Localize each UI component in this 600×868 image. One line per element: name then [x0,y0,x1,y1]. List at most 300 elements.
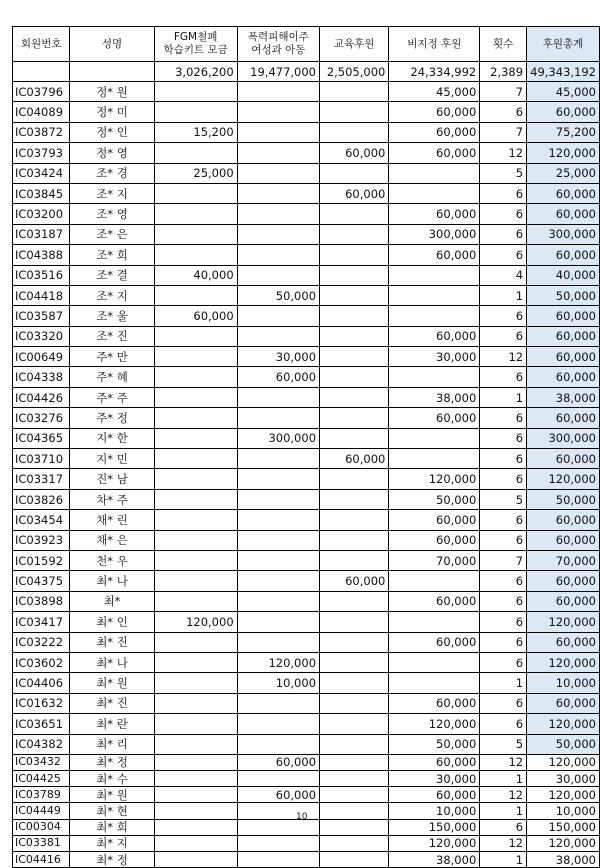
row-count: 6 [480,326,527,346]
row-member-id: IC04449 [13,803,70,819]
row-total: 120,000 [527,835,600,851]
row-education [320,550,389,570]
row-violence [237,835,319,851]
row-count: 6 [480,510,527,530]
donation-table [12,26,600,868]
table-row [13,591,600,611]
row-general: 30,000 [389,771,480,787]
header-fgm: FGM철폐 학습키트 모금 [154,27,237,62]
row-education [320,591,389,611]
row-general: 38,000 [389,852,480,868]
row-education [320,632,389,652]
row-education [320,803,389,819]
row-violence [237,163,319,183]
row-general [389,265,480,285]
table-row [13,510,600,530]
row-education [320,510,389,530]
row-member-id: IC03200 [13,204,70,224]
row-fgm: 60,000 [154,306,237,326]
row-member-id: IC03424 [13,163,70,183]
row-total: 40,000 [527,265,600,285]
row-violence [237,510,319,530]
table-row [13,489,600,509]
row-member-id: IC04388 [13,245,70,265]
row-fgm [154,143,237,163]
row-violence: 60,000 [237,367,319,387]
row-general: 60,000 [389,122,480,142]
row-member-id: IC03796 [13,82,70,102]
row-general: 60,000 [389,530,480,550]
row-education [320,82,389,102]
row-count: 6 [480,819,527,835]
table-row [13,734,600,754]
page-number: 10 [296,812,308,822]
row-total: 300,000 [527,224,600,244]
row-education [320,387,389,407]
row-name: 최* 란 [70,714,154,734]
row-education [320,754,389,770]
row-total: 70,000 [527,550,600,570]
row-general [389,673,480,693]
row-total: 60,000 [527,632,600,652]
row-name: 천* 우 [70,550,154,570]
row-general [389,449,480,469]
row-general: 60,000 [389,510,480,530]
row-education [320,734,389,754]
row-name: 최* 원 [70,673,154,693]
table-row [13,143,600,163]
row-count: 12 [480,143,527,163]
row-name: 주* 혜 [70,367,154,387]
row-member-id: IC04338 [13,367,70,387]
row-general [389,652,480,672]
header-count: 횟수 [480,27,527,62]
row-fgm [154,734,237,754]
table-row [13,102,600,122]
row-general [389,367,480,387]
row-fgm [154,530,237,550]
table-row [13,204,600,224]
row-education [320,787,389,803]
row-violence [237,326,319,346]
row-total: 60,000 [527,326,600,346]
row-education [320,469,389,489]
table-row [13,224,600,244]
row-education [320,163,389,183]
row-general [389,306,480,326]
row-fgm [154,787,237,803]
row-count: 6 [480,714,527,734]
row-member-id: IC03317 [13,469,70,489]
row-fgm: 40,000 [154,265,237,285]
header-education: 교육후원 [320,27,389,62]
row-education [320,771,389,787]
row-total: 60,000 [527,530,600,550]
row-violence [237,693,319,713]
row-member-id: IC03826 [13,489,70,509]
row-violence [237,591,319,611]
row-total: 120,000 [527,754,600,770]
row-education [320,265,389,285]
row-education: 60,000 [320,571,389,591]
table-row [13,449,600,469]
row-member-id: IC03898 [13,591,70,611]
row-name: 주* 만 [70,347,154,367]
table-row [13,852,600,868]
table-row [13,367,600,387]
row-violence [237,632,319,652]
row-total: 120,000 [527,714,600,734]
row-name: 최* 원 [70,787,154,803]
row-general: 60,000 [389,326,480,346]
row-fgm [154,367,237,387]
row-name: 최* 나 [70,571,154,591]
row-fgm [154,835,237,851]
row-member-id: IC03651 [13,714,70,734]
row-total: 120,000 [527,652,600,672]
row-name: 최* 희 [70,819,154,835]
row-education: 60,000 [320,449,389,469]
row-member-id: IC03789 [13,787,70,803]
row-fgm [154,285,237,305]
row-name: 정* 인 [70,122,154,142]
header-violence: 폭력피해이주 여성과 아동 [237,27,319,62]
row-fgm [154,469,237,489]
row-education [320,102,389,122]
row-member-id: IC04426 [13,387,70,407]
row-general: 60,000 [389,245,480,265]
row-member-id: IC03587 [13,306,70,326]
row-fgm [154,183,237,203]
row-count: 1 [480,803,527,819]
row-fgm: 120,000 [154,612,237,632]
row-count: 7 [480,122,527,142]
row-violence: 10,000 [237,673,319,693]
row-education [320,306,389,326]
row-member-id: IC03923 [13,530,70,550]
row-fgm [154,224,237,244]
sum-row [13,62,600,82]
row-violence [237,771,319,787]
row-member-id: IC03872 [13,122,70,142]
row-education [320,714,389,734]
row-name: 조* 경 [70,163,154,183]
row-education [320,224,389,244]
row-name: 정* 원 [70,82,154,102]
row-violence [237,714,319,734]
row-fgm [154,693,237,713]
table-row [13,285,600,305]
row-total: 10,000 [527,673,600,693]
row-member-id: IC03516 [13,265,70,285]
row-fgm [154,510,237,530]
row-fgm [154,771,237,787]
row-violence [237,82,319,102]
row-total: 60,000 [527,347,600,367]
table-row [13,428,600,448]
row-education [320,326,389,346]
row-violence [237,183,319,203]
row-member-id: IC04425 [13,771,70,787]
row-total: 60,000 [527,204,600,224]
table-row [13,163,600,183]
row-fgm: 25,000 [154,163,237,183]
row-count: 6 [480,224,527,244]
row-fgm [154,408,237,428]
row-count: 12 [480,347,527,367]
row-general [389,285,480,305]
row-total: 10,000 [527,803,600,819]
row-name: 조* 결 [70,265,154,285]
row-total: 120,000 [527,612,600,632]
row-count: 1 [480,387,527,407]
row-count: 6 [480,306,527,326]
row-violence: 300,000 [237,428,319,448]
row-total: 60,000 [527,510,600,530]
row-name: 조* 은 [70,224,154,244]
row-total: 75,200 [527,122,600,142]
table-row [13,693,600,713]
row-name: 조* 진 [70,326,154,346]
row-violence [237,571,319,591]
row-general: 120,000 [389,835,480,851]
row-fgm [154,489,237,509]
row-fgm [154,754,237,770]
row-count: 12 [480,754,527,770]
row-violence [237,143,319,163]
table-row [13,632,600,652]
row-total: 30,000 [527,771,600,787]
row-member-id: IC01632 [13,693,70,713]
row-name: 채* 린 [70,510,154,530]
row-fgm [154,591,237,611]
table-row [13,387,600,407]
header-row [13,27,600,62]
row-total: 60,000 [527,245,600,265]
row-name: 최* [70,591,154,611]
row-name: 조* 지 [70,285,154,305]
row-count: 7 [480,82,527,102]
row-general: 10,000 [389,803,480,819]
row-count: 6 [480,102,527,122]
row-fgm [154,632,237,652]
row-education [320,122,389,142]
row-education: 60,000 [320,183,389,203]
row-total: 120,000 [527,143,600,163]
row-name: 최* 정 [70,852,154,868]
row-name: 최* 현 [70,803,154,819]
row-fgm [154,387,237,407]
row-member-id: IC03381 [13,835,70,851]
table-row [13,265,600,285]
table-row [13,306,600,326]
row-general [389,183,480,203]
row-total: 25,000 [527,163,600,183]
row-fgm [154,82,237,102]
table-row [13,714,600,734]
table-row [13,530,600,550]
row-member-id: IC04382 [13,734,70,754]
row-violence [237,306,319,326]
sum-count: 2,389 [480,62,527,82]
row-total: 50,000 [527,489,600,509]
row-name: 최* 정 [70,754,154,770]
row-member-id: IC03222 [13,632,70,652]
row-education [320,852,389,868]
row-violence [237,122,319,142]
row-education [320,530,389,550]
row-total: 120,000 [527,787,600,803]
row-name: 차* 주 [70,489,154,509]
row-name: 주* 주 [70,387,154,407]
row-name: 조* 영 [70,204,154,224]
row-violence [237,550,319,570]
table-row [13,771,600,787]
row-violence [237,245,319,265]
row-count: 6 [480,408,527,428]
row-member-id: IC03710 [13,449,70,469]
row-total: 60,000 [527,408,600,428]
row-count: 6 [480,591,527,611]
row-fgm [154,347,237,367]
row-general: 60,000 [389,143,480,163]
row-name: 조* 지 [70,183,154,203]
table-row [13,787,600,803]
row-education [320,204,389,224]
row-name: 최* 나 [70,652,154,672]
row-member-id: IC03454 [13,510,70,530]
sum-education: 2,505,000 [320,62,389,82]
row-fgm [154,673,237,693]
table-row [13,183,600,203]
row-member-id: IC03432 [13,754,70,770]
header-member-id: 회원번호 [13,27,70,62]
row-violence [237,530,319,550]
row-name: 최* 리 [70,734,154,754]
row-count: 1 [480,852,527,868]
table-body [13,82,600,868]
row-general: 300,000 [389,224,480,244]
row-general: 60,000 [389,408,480,428]
row-name: 주* 정 [70,408,154,428]
row-education [320,693,389,713]
row-general: 50,000 [389,734,480,754]
row-general: 120,000 [389,469,480,489]
row-general: 60,000 [389,787,480,803]
header-total: 후원총계 [527,27,600,62]
row-member-id: IC03793 [13,143,70,163]
row-member-id: IC00649 [13,347,70,367]
row-count: 1 [480,673,527,693]
row-member-id: IC04375 [13,571,70,591]
row-fgm [154,714,237,734]
row-count: 5 [480,489,527,509]
row-general: 120,000 [389,714,480,734]
row-total: 120,000 [527,469,600,489]
row-member-id: IC03187 [13,224,70,244]
table-row [13,835,600,851]
row-total: 60,000 [527,102,600,122]
row-general: 60,000 [389,754,480,770]
table-row [13,652,600,672]
row-general: 50,000 [389,489,480,509]
row-count: 1 [480,285,527,305]
row-general [389,612,480,632]
row-education [320,652,389,672]
row-education: 60,000 [320,143,389,163]
row-general: 60,000 [389,693,480,713]
row-fgm: 15,200 [154,122,237,142]
row-total: 60,000 [527,449,600,469]
row-name: 채* 은 [70,530,154,550]
row-general [389,571,480,591]
row-name: 조* 울 [70,306,154,326]
table-row [13,550,600,570]
row-education [320,347,389,367]
row-education [320,428,389,448]
row-violence [237,469,319,489]
row-total: 60,000 [527,693,600,713]
row-name: 정* 미 [70,102,154,122]
row-member-id: IC03417 [13,612,70,632]
row-member-id: IC04365 [13,428,70,448]
row-name: 최* 진 [70,693,154,713]
row-education [320,489,389,509]
sum-empty-name [70,62,154,82]
row-count: 6 [480,530,527,550]
row-general: 60,000 [389,632,480,652]
row-general: 60,000 [389,204,480,224]
row-member-id: IC03845 [13,183,70,203]
row-violence [237,204,319,224]
row-education [320,612,389,632]
row-count: 6 [480,632,527,652]
row-total: 45,000 [527,82,600,102]
row-fgm [154,803,237,819]
row-fgm [154,550,237,570]
row-total: 60,000 [527,306,600,326]
row-member-id: IC04406 [13,673,70,693]
row-member-id: IC04418 [13,285,70,305]
row-count: 6 [480,204,527,224]
row-count: 5 [480,734,527,754]
row-education [320,367,389,387]
row-count: 6 [480,469,527,489]
row-fgm [154,852,237,868]
header-name: 성명 [70,27,154,62]
table-row [13,82,600,102]
row-total: 300,000 [527,428,600,448]
row-violence [237,612,319,632]
row-total: 50,000 [527,734,600,754]
row-count: 6 [480,571,527,591]
table-row [13,754,600,770]
row-total: 60,000 [527,571,600,591]
row-fgm [154,102,237,122]
row-violence [237,734,319,754]
sum-empty-id [13,62,70,82]
row-name: 조* 희 [70,245,154,265]
row-general: 150,000 [389,819,480,835]
row-member-id: IC00304 [13,819,70,835]
row-name: 지* 민 [70,449,154,469]
table-row [13,347,600,367]
row-name: 최* 수 [70,771,154,787]
row-violence: 60,000 [237,754,319,770]
row-count: 6 [480,367,527,387]
row-education [320,673,389,693]
row-violence: 50,000 [237,285,319,305]
